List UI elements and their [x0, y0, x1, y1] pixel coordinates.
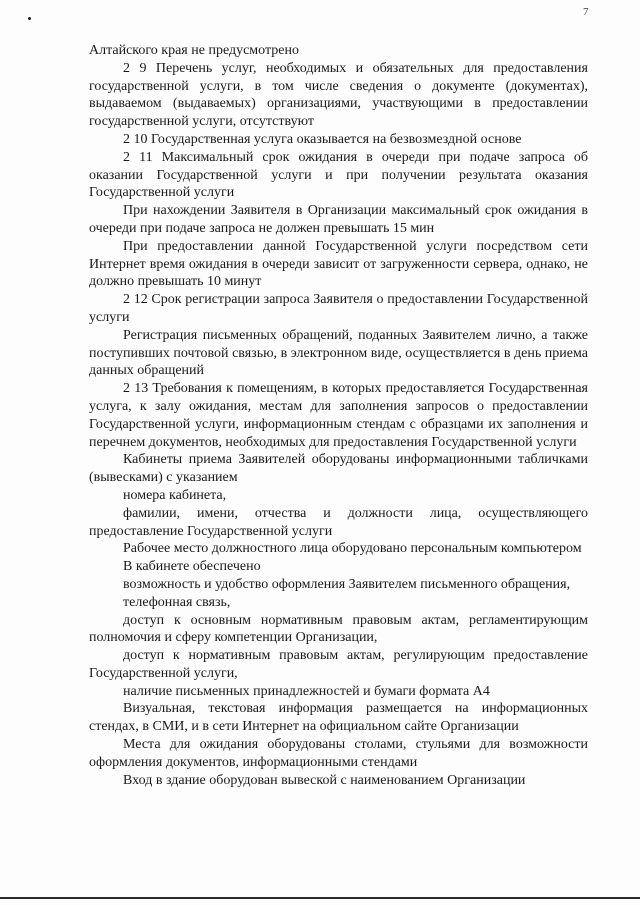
- paragraph-wait-internet: При предоставлении данной Государственной услуги посредством сети Интернет время ожидания в очереди зависит от загруженности сервера, однако, не должно превышать 10 минут: [89, 238, 588, 290]
- list-item-main-acts: доступ к основным нормативным правовым актам, регламентирующим полномочия и сферу компетенции Организации,: [89, 612, 588, 646]
- paragraph-2-13: 2 13 Требования к помещениям, в которых предоставляется Государственная услуга, к залу ожидания, местам для заполнения запросов о предоставлении Государственной услуги, информационным стендам с образцами их заполнения и перечнем документов, необходимых для предоставления Государственной услуги: [89, 381, 588, 450]
- list-item-official-name: фамилии, имени, отчества и должности лица, осуществляющего предоставление Государственной услуги: [89, 505, 588, 539]
- scan-bottom-edge: [0, 897, 640, 899]
- list-item-regulating-acts: доступ к нормативным правовым актам, регулирующим предоставление Государственной услуги,: [89, 648, 588, 681]
- list-item-written-appeal: возможность и удобство оформления Заявителем письменного обращения,: [123, 576, 571, 592]
- list-item-stationery: наличие письменных принадлежностей и бумаги формата А4: [123, 683, 490, 699]
- scan-speck: [28, 17, 31, 20]
- paragraph-cabinet-provides: В кабинете обеспечено: [123, 559, 261, 575]
- paragraph-2-11: 2 11 Максимальный срок ожидания в очереди при подаче запроса об оказании Государственной услуги и при получении результата оказания Государственной услуги: [89, 149, 588, 201]
- list-item-telephone: телефонная связь,: [123, 594, 231, 610]
- paragraph-continuation: Алтайского края не предусмотрено: [89, 43, 299, 58]
- list-item-cabinet-number: номера кабинета,: [123, 487, 227, 503]
- paragraph-entrance: Вход в здание оборудован вывеской с наименованием Организации: [123, 772, 526, 788]
- paragraph-2-9: 2 9 Перечень услуг, необходимых и обязательных для предоставления государственной услуги, в том числе сведения о документе (документах), выдаваемом (выдаваемых) организациями, участвующими в предоставлении государственной услуги, отсутствуют: [89, 60, 588, 130]
- paragraph-registration: Регистрация письменных обращений, поданных Заявителем лично, а также поступивших почтовой связью, в электронном виде, осуществляется в день приема данных обращений: [89, 327, 588, 379]
- document-body: [89, 42, 588, 789]
- paragraph-wait-office: При нахождении Заявителя в Организации максимальный срок ожидания в очереди при подаче запроса не должен превышать 15 мин: [89, 203, 588, 236]
- paragraph-cabinets: Кабинеты приема Заявителей оборудованы информационными табличками (вывесками) с указанием: [89, 452, 588, 486]
- paragraph-workplace: Рабочее место должностного лица оборудовано персональным компьютером: [123, 541, 582, 557]
- page-number: 7: [583, 6, 589, 18]
- paragraph-2-12: 2 12 Срок регистрации запроса Заявителя о предоставлении Государственной услуги: [89, 292, 588, 325]
- paragraph-waiting-places: Места для ожидания оборудованы столами, стульями для возможности оформления документов, информационными стендами: [89, 737, 588, 770]
- paragraph-2-10: 2 10 Государственная услуга оказывается на безвозмездной основе: [123, 131, 522, 147]
- paragraph-visual-info: Визуальная, текстовая информация размещается на информационных стендах, в СМИ, и в сети Интернет на официальном сайте Организации: [89, 701, 588, 735]
